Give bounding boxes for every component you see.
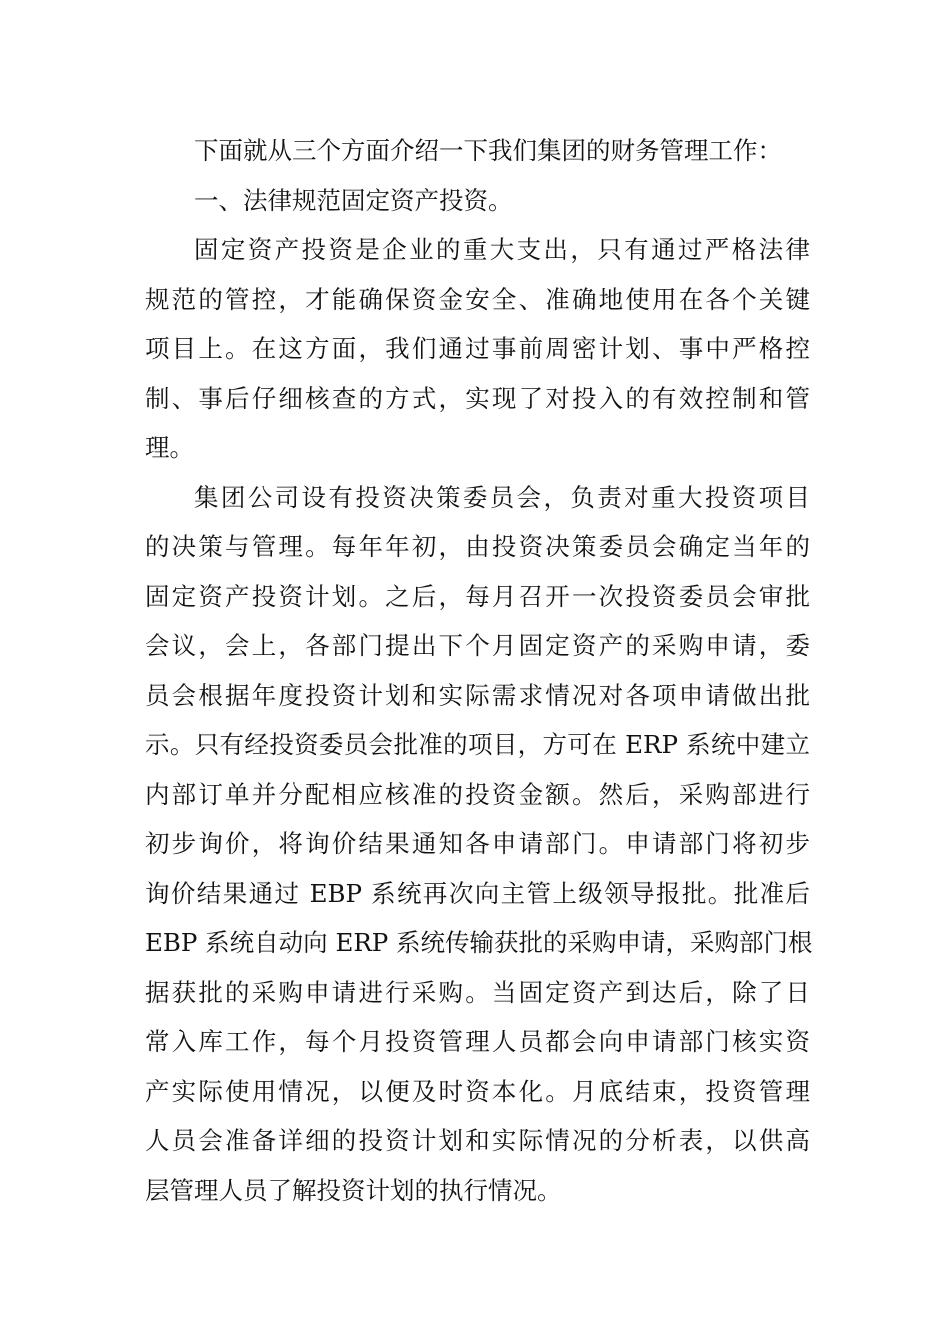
- paragraph-line: 项目上。在这方面，我们通过事前周密计划、事中严格控: [145, 334, 810, 363]
- paragraph-line: 初步询价，将询价结果通知各申请部门。申请部门将初步: [145, 829, 810, 858]
- paragraph-investment-committee: [145, 473, 813, 1216]
- paragraph-line: 人员会准备详细的投资计划和实际情况的分析表，以供高: [145, 1126, 810, 1155]
- paragraph-line: 员会根据年度投资计划和实际需求情况对各项申请做出批: [145, 680, 810, 710]
- paragraph-line: 规范的管控，才能确保资金安全、准确地使用在各个关键: [145, 284, 810, 314]
- intro-line: 下面就从三个方面介绍一下我们集团的财务管理工作：: [194, 136, 782, 165]
- paragraph-line: 集团公司设有投资决策委员会，负责对重大投资项目: [194, 482, 810, 512]
- paragraph-line: EBP 系统自动向 ERP 系统传输获批的采购申请，采购部门根: [145, 928, 813, 957]
- paragraph-line: 产实际使用情况，以便及时资本化。月底结束，投资管理: [145, 1076, 810, 1106]
- paragraph-line: 常入库工作，每个月投资管理人员都会向申请部门核实资: [145, 1027, 810, 1056]
- paragraph-line: 会议，会上，各部门提出下个月固定资产的采购申请，委: [145, 631, 810, 660]
- paragraph-line: 理。: [145, 433, 194, 462]
- paragraph-line: 示。只有经投资委员会批准的项目，方可在 ERP 系统中建立: [145, 730, 810, 759]
- paragraph-line: 据获批的采购申请进行采购。当固定资产到达后，除了日: [145, 977, 810, 1007]
- paragraph-line: 的决策与管理。每年年初，由投资决策委员会确定当年的: [145, 532, 810, 561]
- paragraph-line: 内部订单并分配相应核准的投资金额。然后，采购部进行: [145, 779, 810, 809]
- section-heading: 一、法律规范固定资产投资。: [194, 185, 513, 215]
- paragraph-line: 固定资产投资是企业的重大支出，只有通过严格法律: [194, 235, 810, 264]
- paragraph-line: 询价结果通过 EBP 系统再次向主管上级领导报批。批准后: [145, 878, 810, 908]
- paragraph-line: 制、事后仔细核查的方式，实现了对投入的有效控制和管: [145, 383, 810, 413]
- document-body: [145, 126, 813, 1215]
- paragraph-line: 层管理人员了解投资计划的执行情况。: [145, 1175, 562, 1205]
- paragraph-fixed-asset-investment: [145, 225, 810, 473]
- paragraph-line: 固定资产投资计划。之后，每月召开一次投资委员会审批: [145, 581, 810, 611]
